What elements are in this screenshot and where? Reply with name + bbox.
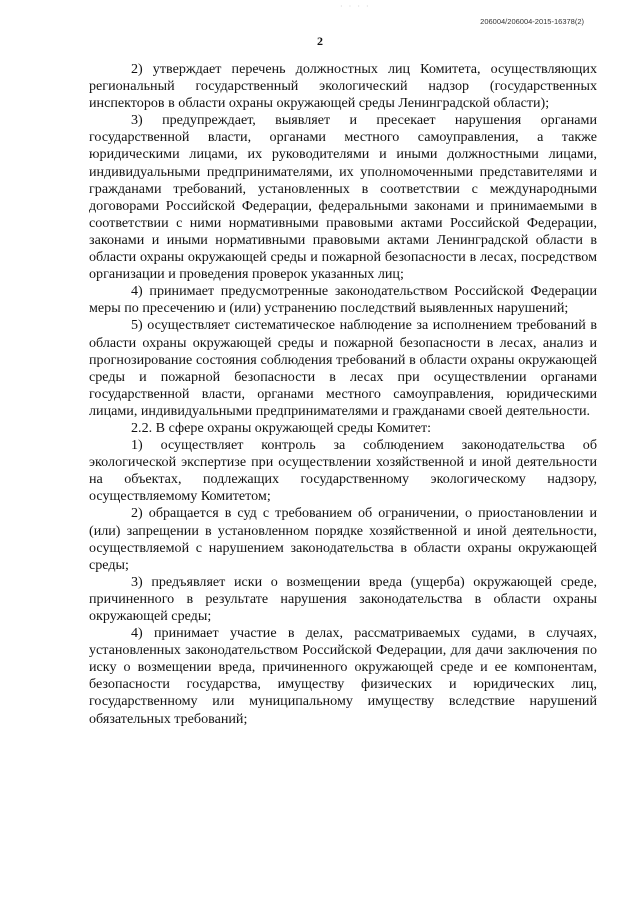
paragraph-2-1-item-4: 4) принимает предусмотренные законодательством Российской Федерации меры по пресечению и (или) устранению последствий выявленных нарушений; bbox=[89, 283, 597, 317]
scan-artifact: · · · · bbox=[340, 2, 371, 11]
page-number: 2 bbox=[317, 34, 323, 48]
section-2-2-heading: 2.2. В сфере охраны окружающей среды Комитет: bbox=[131, 419, 432, 436]
document-number: 206004/206004-2015-16378(2) bbox=[480, 17, 584, 26]
paragraph-2-2-item-3: 3) предъявляет иски о возмещении вреда (ущерба) окружающей среде, причиненного в результате нарушения законодательства в области охраны окружающей среды; bbox=[89, 573, 597, 624]
paragraph-2-1-item-5: 5) осуществляет систематическое наблюдение за исполнением требований в области охраны окружающей среды и пожарной безопасности в лесах, анализ и прогнозирование состояния соблюдения требований в области охраны окружающей среды и пожарной безопасности в лесах при осуществлении органами государственной власти, органами местного самоуправления, юридическими лицами, индивидуальными предпринимателями и гражданами своей деятельности. bbox=[89, 317, 597, 419]
paragraph-2-2-item-2: 2) обращается в суд с требованием об ограничении, о приостановлении и (или) запрещении в установленном порядке хозяйственной и иной деятельности, осуществляемой с нарушением законодательства в области охраны окружающей среды; bbox=[89, 505, 597, 573]
paragraph-2-2-item-1: 1) осуществляет контроль за соблюдением законодательства об экологической экспертизе при осуществлении хозяйственной и иной деятельности на объектах, подлежащих государственному экологическому надзору, осуществляемому Комитетом; bbox=[89, 437, 597, 505]
paragraph-2-2-item-4: 4) принимает участие в делах, рассматриваемых судами, в случаях, установленных законодательством Российской Федерации, для дачи заключения по иску о возмещении вреда, причиненного окружающей среде и ее компонентам, безопасности государства, имуществу физических и юридических лиц, государственному или муниципальному имуществу вследствие нарушений обязательных требований; bbox=[89, 625, 597, 727]
paragraph-2-1-item-3: 3) предупреждает, выявляет и пресекает нарушения органами государственной власти, органами местного самоуправления, а также юридическими лицами, их руководителями и иными должностными лицами, индивидуальными предпринимателями, их уполномоченными представителями и гражданами требований, установленных в соответствии с международными договорами Российской Федерации, федеральными законами и принимаемыми в соответствии с ними нормативными правовыми актами Российской Федерации, законами и иными нормативными правовыми актами Ленинградской области в области охраны окружающей среды и пожарной безопасности в лесах, посредством организации и проведения проверок указанных лиц; bbox=[89, 112, 597, 283]
document-body bbox=[89, 61, 597, 728]
paragraph-2-1-item-2: 2) утверждает перечень должностных лиц Комитета, осуществляющих региональный государственный экологический надзор (государственных инспекторов в области охраны окружающей среды Ленинградской области); bbox=[89, 61, 597, 112]
